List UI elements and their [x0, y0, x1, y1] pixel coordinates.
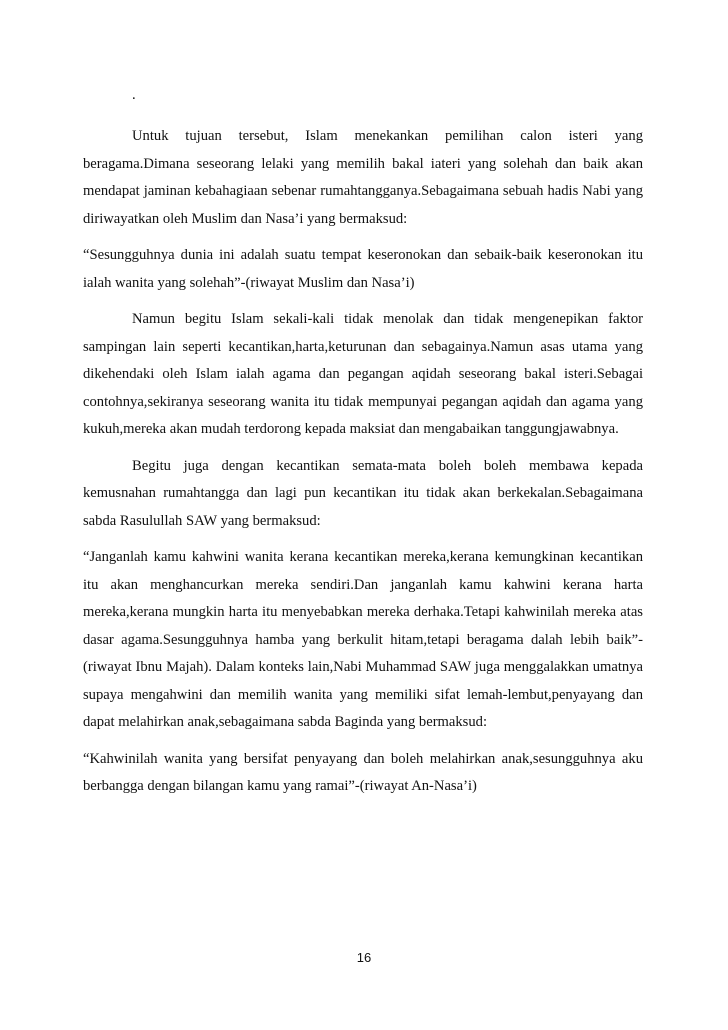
- paragraph-6-quote: “Kahwinilah wanita yang bersifat penyayang dan boleh melahirkan anak,sesungguhnya aku berbangga dengan bilangan kamu yang ramai”-(riwayat An-Nasa’i): [83, 750, 643, 794]
- paragraph-4: Begitu juga dengan kecantikan semata-mata boleh boleh membawa kepada kemusnahan rumahtangga dan lagi pun kecantikan itu tidak akan berkekalan.Sebagaimana sabda Rasulullah SAW yang bermaksud:: [83, 457, 643, 529]
- paragraph-3: Namun begitu Islam sekali-kali tidak menolak dan tidak mengenepikan faktor sampingan lain seperti kecantikan,harta,keturunan dan sebagainya.Namun asas utama yang dikehendaki oleh Islam ialah agama dan pegangan aqidah seseorang bakal isteri.Sebagai contohnya,sekiranya seseorang wanita itu tidak mempunyai pegangan aqidah dan agama yang kukuh,mereka akan mudah terdorong kepada maksiat dan mengabaikan tanggungjawabnya.: [83, 311, 643, 437]
- paragraph-1: Untuk tujuan tersebut, Islam menekankan pemilihan calon isteri yang beragama.Dimana seseorang lelaki yang memilih bakal iateri yang solehah dan baik akan mendapat jaminan kebahagiaan sebenar rumahtangganya.Sebagaimana sebuah hadis Nabi yang diriwayatkan oleh Muslim dan Nasa’i yang bermaksud:: [83, 128, 643, 227]
- page-number: 16: [356, 950, 372, 965]
- lead-mark-line: [83, 82, 643, 114]
- lead-mark: .: [132, 87, 136, 103]
- paragraph-5-quote: “Janganlah kamu kahwini wanita kerana kecantikan mereka,kerana kemungkinan kecantikan itu akan menghancurkan mereka sendiri.Dan janganlah kamu kahwini kerana harta mereka,kerana mungkin harta itu menyebabkan mereka derhaka.Tetapi kahwinilah mereka atas dasar agama.Sesungguhnya hamba yang berkulit hitam,tetapi beragama dalah lebih baik”-(riwayat Ibnu Majah). Dalam konteks lain,Nabi Muhammad SAW juga menggalakkan umatnya supaya mengahwini dan memilih wanita yang memiliki sifat lemah-lembut,penyayang dan dapat melahirkan anak,sebagaimana sabda Baginda yang bermaksud:: [83, 549, 643, 730]
- paragraph-2-quote: “Sesungguhnya dunia ini adalah suatu tempat keseronokan dan sebaik-baik keseronokan itu ialah wanita yang solehah”-(riwayat Muslim dan Nasa’i): [83, 247, 643, 291]
- document-body: [83, 82, 643, 810]
